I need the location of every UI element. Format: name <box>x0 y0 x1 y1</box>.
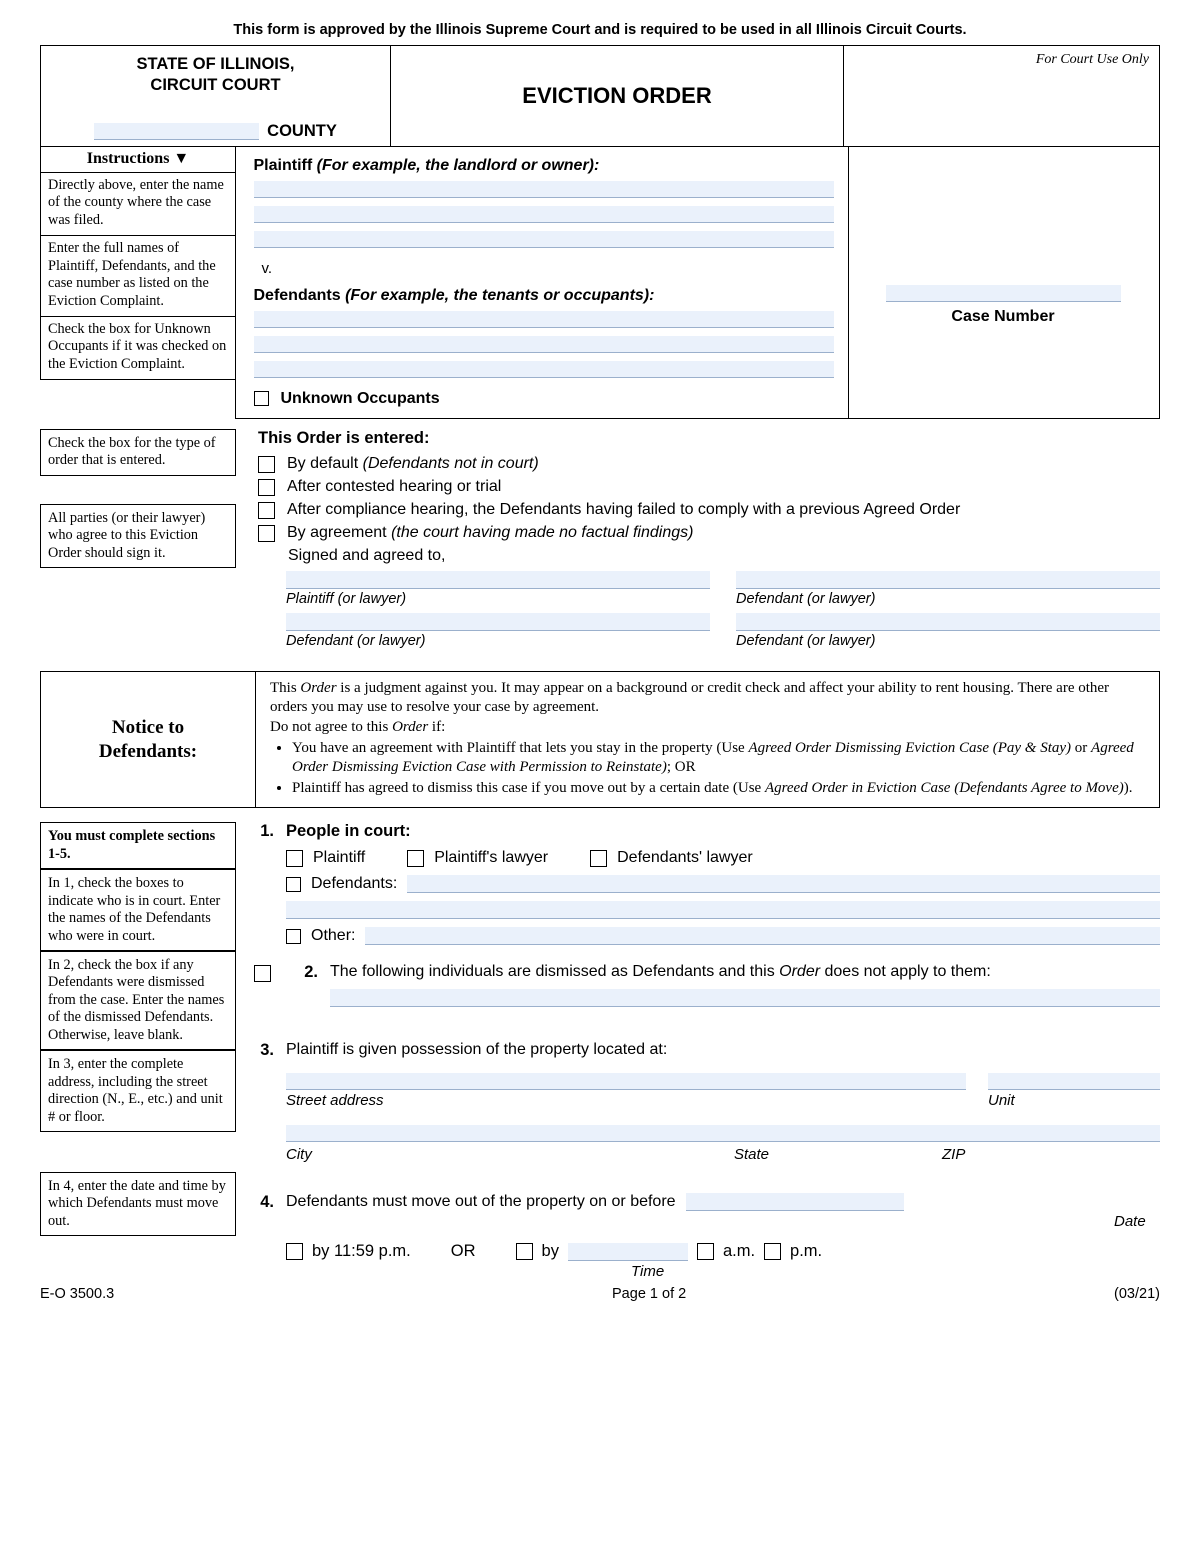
section-2-checkbox[interactable] <box>254 965 271 982</box>
notice-bullet1-a: You have an agreement with Plaintiff that lets you stay in the property (Use <box>292 740 749 757</box>
chevron-down-icon[interactable]: ▼ <box>173 149 190 167</box>
section-3 <box>254 1041 1160 1163</box>
county-row <box>51 123 380 140</box>
section-1 <box>254 822 1160 945</box>
order-option-default-text: By default <box>287 454 363 472</box>
defendant-input[interactable] <box>254 311 834 328</box>
other-present-row <box>286 927 1160 945</box>
plaintiff-present-label: Plaintiff <box>313 849 366 867</box>
order-option-default[interactable] <box>258 455 1160 473</box>
approved-notice: This form is approved by the Illinois Supreme Court and is required to be used in all Illinois Circuit Courts. <box>233 22 967 38</box>
defendants-lawyer-checkbox[interactable] <box>590 850 607 867</box>
unknown-occupants-checkbox[interactable] <box>254 391 269 406</box>
moveout-time-row <box>286 1242 1160 1261</box>
case-number-label: Case Number <box>951 307 1055 325</box>
unknown-occupants-label: Unknown Occupants <box>280 389 440 407</box>
time-input[interactable] <box>568 1243 688 1261</box>
defendant-inputs <box>254 311 834 378</box>
notice-to-defendants <box>40 671 1160 809</box>
signature-caption: Plaintiff (or lawyer) <box>286 590 407 607</box>
other-input[interactable] <box>365 927 1160 945</box>
notice-title-line1: Notice to <box>111 716 185 738</box>
instructions-column <box>40 147 236 419</box>
order-option-agreement-italic: (the court having made no factual findings) <box>391 523 694 541</box>
note-type-of-order: Check the box for the type of order that is entered. <box>40 429 236 476</box>
state-line-2: CIRCUIT COURT <box>150 76 281 95</box>
parties-row <box>40 147 1160 419</box>
order-option-compliance-checkbox[interactable] <box>258 502 275 519</box>
instruction-item: Check the box for Unknown Occupants if it was checked on the Eviction Complaint. <box>40 317 236 380</box>
city-state-zip-input[interactable] <box>286 1125 1160 1142</box>
signature-caption: Defendant (or lawyer) <box>736 632 876 649</box>
order-option-default-italic: (Defendants not in court) <box>362 454 539 472</box>
unknown-occupants-row[interactable] <box>254 390 834 408</box>
notice-p1-a: This <box>270 679 301 696</box>
numbered-sections <box>40 822 1160 1280</box>
unit-caption: Unit <box>988 1092 1015 1110</box>
order-option-agreement-text: By agreement <box>287 523 392 541</box>
zip-caption: ZIP <box>942 1146 966 1164</box>
unit-field <box>988 1073 1160 1109</box>
notice-bullet1-end: ; OR <box>666 758 696 775</box>
or-label: OR <box>450 1242 476 1261</box>
order-option-contested-label: After contested hearing or trial <box>287 477 502 495</box>
page-footer <box>40 1286 1160 1302</box>
people-in-court-checkboxes <box>286 849 1160 867</box>
plaintiff-input[interactable] <box>254 231 834 248</box>
notice-bullet2-italic: Agreed Order in Eviction Case (Defendants Agree to Move) <box>764 779 1124 796</box>
note-all-parties-sign: All parties (or their lawyer) who agree to this Eviction Order should sign it. <box>40 504 236 568</box>
street-address-input[interactable] <box>286 1073 966 1090</box>
street-address-caption: Street address <box>286 1092 384 1110</box>
order-option-agreement[interactable] <box>258 524 1160 542</box>
plaintiff-input[interactable] <box>254 181 834 198</box>
note-must-complete: You must complete sections 1-5. <box>40 822 236 869</box>
pm-checkbox[interactable] <box>764 1243 781 1260</box>
signature-cell <box>736 571 1160 607</box>
signature-input[interactable] <box>736 613 1160 631</box>
section-2-number: 2. <box>304 963 318 982</box>
defendants-present-row <box>286 875 1160 893</box>
note-in-3: In 3, enter the complete address, including the street direction (N., E., etc.) and unit # or floor. <box>40 1050 236 1132</box>
parties-cell <box>235 147 849 419</box>
instruction-item: Directly above, enter the name of the county where the case was filed. <box>40 173 236 236</box>
section-4-number: 4. <box>260 1193 274 1212</box>
versus-label: v. <box>261 259 273 277</box>
instructions-label: Instructions <box>86 149 170 167</box>
signed-agreed-label: Signed and agreed to, <box>288 546 446 564</box>
defendants-present-input-2[interactable] <box>286 901 1160 919</box>
section-1-heading: People in court: <box>286 822 411 841</box>
lower-notes-column <box>40 822 236 1280</box>
defendant-input[interactable] <box>254 361 834 378</box>
section-2-input[interactable] <box>330 989 1160 1007</box>
section-2-text-b: does not apply to them: <box>820 963 991 981</box>
defendants-heading <box>254 287 834 305</box>
address-row-street <box>286 1073 1160 1109</box>
defendant-input[interactable] <box>254 336 834 353</box>
unit-input[interactable] <box>988 1073 1160 1090</box>
case-number-input[interactable] <box>886 285 1121 302</box>
plaintiff-example: (For example, the landlord or owner): <box>316 156 600 174</box>
notice-p1-order: Order <box>300 679 337 696</box>
caption-block <box>40 45 1160 147</box>
defendants-present-input[interactable] <box>407 875 1160 893</box>
other-checkbox[interactable] <box>286 929 301 944</box>
note-in-4: In 4, enter the date and time by which Defendants must move out. <box>40 1172 236 1236</box>
form-title-cell <box>391 46 844 146</box>
notice-bullet-1 <box>292 739 1147 777</box>
time-1159-label: by 11:59 p.m. <box>312 1242 411 1261</box>
signature-cell <box>286 613 710 649</box>
form-code: E-O 3500.3 <box>40 1286 115 1303</box>
notice-bullet2-end: ). <box>1123 779 1133 796</box>
time-by-checkbox[interactable] <box>516 1243 533 1260</box>
defendants-example: (For example, the tenants or occupants): <box>345 286 655 304</box>
signature-input[interactable] <box>736 571 1160 589</box>
city-state-zip-captions <box>286 1144 1160 1163</box>
order-entered-notes <box>40 429 236 655</box>
plaintiff-input[interactable] <box>254 206 834 223</box>
section-1-number: 1. <box>260 822 274 841</box>
notice-bullet1-mid: or <box>1071 740 1092 757</box>
section-2-text <box>330 963 1160 981</box>
moveout-date-caption: Date <box>1114 1213 1146 1231</box>
order-option-contested[interactable] <box>258 478 1160 496</box>
note-in-2: In 2, check the box if any Defendants were dismissed from the case. Enter the names of the dismissed Defendants. Otherwise, leave blank. <box>40 951 236 1050</box>
plaintiff-label: Plaintiff <box>253 156 313 174</box>
order-entered-heading: This Order is entered: <box>258 428 430 447</box>
order-option-agreement-label <box>287 524 693 542</box>
defendants-present-checkbox[interactable] <box>286 877 301 892</box>
section-3-text: Plaintiff is given possession of the property located at: <box>286 1041 668 1059</box>
notice-p2-order: Order <box>392 719 429 736</box>
notice-p1-b: is a judgment against you. It may appear on a background or credit check and affect your ability to rent housing. There are other orders you may use to resolve your case by agreement. <box>270 679 1110 715</box>
notice-bullet2-a: Plaintiff has agreed to dismiss this case if you move out by a certain date (Use <box>292 779 765 796</box>
plaintiff-lawyer-label: Plaintiff's lawyer <box>434 849 549 867</box>
page-title: EVICTION ORDER <box>522 82 712 108</box>
order-entered-body <box>236 429 1160 655</box>
address-grid <box>286 1073 1160 1163</box>
plaintiff-lawyer-checkbox[interactable] <box>407 850 424 867</box>
order-option-default-label <box>287 455 539 473</box>
order-option-compliance-label: After compliance hearing, the Defendants having failed to comply with a previous Agreed Order <box>287 500 961 518</box>
plaintiff-inputs <box>254 181 834 248</box>
time-by-label: by <box>541 1242 559 1261</box>
order-option-default-checkbox[interactable] <box>258 456 275 473</box>
notice-bullet-2 <box>292 779 1147 798</box>
notice-body <box>256 672 1159 808</box>
page-number: Page 1 of 2 <box>612 1286 687 1303</box>
address-row-city-state-zip <box>286 1125 1160 1163</box>
notice-p2-a: Do not agree to this <box>270 719 393 736</box>
state-line-1: STATE OF ILLINOIS, <box>136 55 295 73</box>
instructions-header[interactable] <box>40 147 236 173</box>
signature-input[interactable] <box>286 613 710 631</box>
plaintiff-heading <box>254 157 834 175</box>
signature-cell <box>736 613 1160 649</box>
defendants-label: Defendants <box>253 286 341 304</box>
notice-bullet1-italic-2: Agreed Order Dismissing Eviction Case with Permission to Reinstate) <box>292 740 1134 775</box>
city-caption: City <box>286 1146 312 1164</box>
signature-caption: Defendant (or lawyer) <box>286 632 426 649</box>
county-label: COUNTY <box>267 122 337 141</box>
order-entered-section <box>40 429 1160 655</box>
defendants-lawyer-label: Defendants' lawyer <box>617 849 753 867</box>
pm-label: p.m. <box>790 1242 823 1261</box>
moveout-date-input[interactable] <box>686 1193 904 1211</box>
county-input[interactable] <box>94 123 259 140</box>
street-field <box>286 1073 966 1109</box>
time-1159-checkbox[interactable] <box>286 1243 303 1260</box>
court-identity-cell <box>41 46 391 146</box>
instruction-item: Enter the full names of Plaintiff, Defendants, and the case number as listed on the Eviction Complaint. <box>40 236 236 317</box>
signature-caption: Defendant (or lawyer) <box>736 590 876 607</box>
notice-p2-b: if: <box>428 719 446 736</box>
section-4 <box>254 1193 1160 1280</box>
revision-date: (03/21) <box>1114 1286 1160 1303</box>
court-use-only-label: For Court Use Only <box>1035 52 1149 67</box>
order-option-agreement-checkbox[interactable] <box>258 525 275 542</box>
notice-bullets <box>270 739 1147 797</box>
lower-body <box>236 822 1160 1280</box>
section-2 <box>254 963 1160 1007</box>
order-option-contested-checkbox[interactable] <box>258 479 275 496</box>
section-4-text: Defendants must move out of the property on or before <box>286 1193 676 1211</box>
am-label: a.m. <box>722 1242 756 1261</box>
case-number-cell <box>847 147 1160 419</box>
notice-title <box>41 672 256 808</box>
note-in-1: In 1, check the boxes to indicate who is in court. Enter the names of the Defendants who were in court. <box>40 869 236 951</box>
section-3-number: 3. <box>260 1041 274 1060</box>
notice-paragraph-2 <box>270 718 1147 737</box>
signature-grid <box>286 571 1160 655</box>
section-2-text-order: Order <box>779 963 821 981</box>
other-label: Other: <box>311 927 356 945</box>
notice-title-line2: Defendants: <box>98 740 198 762</box>
plaintiff-present-checkbox[interactable] <box>286 850 303 867</box>
moveout-date-row <box>286 1193 1160 1211</box>
court-use-cell <box>844 46 1159 146</box>
time-caption: Time <box>631 1263 665 1281</box>
notice-paragraph-1 <box>270 679 1147 717</box>
order-option-compliance[interactable] <box>258 501 1160 519</box>
notice-bullet1-italic-1: Agreed Order Dismissing Eviction Case (Pay & Stay) <box>748 740 1072 757</box>
signature-input[interactable] <box>286 571 710 589</box>
section-2-text-a: The following individuals are dismissed as Defendants and this <box>330 963 780 981</box>
signature-cell <box>286 571 710 607</box>
am-checkbox[interactable] <box>697 1243 714 1260</box>
defendants-present-label: Defendants: <box>311 875 398 893</box>
state-caption: State <box>734 1146 770 1164</box>
